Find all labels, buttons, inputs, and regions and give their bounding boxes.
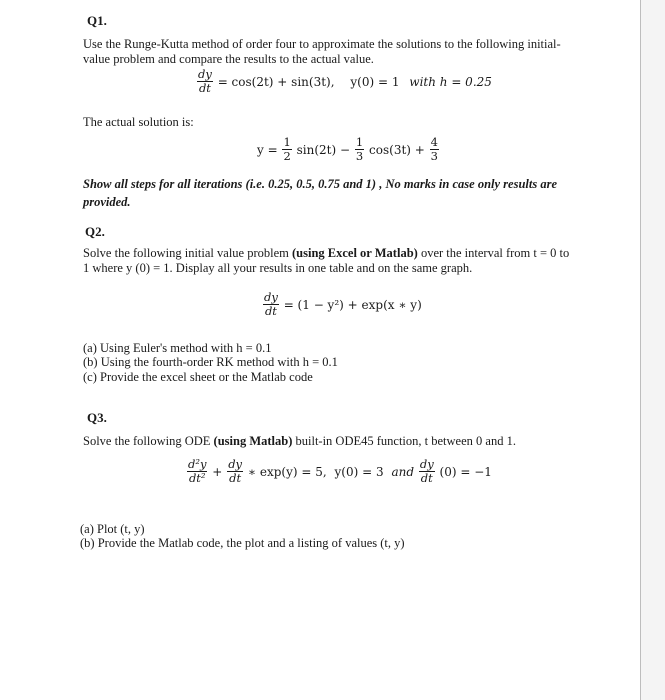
q2-text1-a: Solve the following initial value problem [83, 246, 289, 260]
q2-ode-equation [262, 291, 422, 318]
q1-dydt-fraction: $\frac{dy}{dt}$ [198, 67, 212, 95]
q3-text-a: Solve the following ODE [83, 434, 211, 448]
q1-sol-y: y = [257, 142, 278, 157]
q3-text-line [83, 434, 516, 449]
q3-dydt-fraction-2: $\frac{dy}{dt}$ [419, 457, 434, 485]
q1-intro-line2: value problem and compare the results to the actual value. [83, 52, 374, 66]
q1-sol-frac-2: $\frac{1}{3}$ [355, 135, 364, 163]
q3-text-bold: (using Matlab) [213, 434, 293, 448]
q1-actual-label: The actual solution is: [83, 115, 194, 129]
q1-initial-condition: y(0) = 1 [350, 74, 400, 89]
q1-sol-frac-1: $\frac{1}{2}$ [283, 135, 291, 163]
q2-item-a: (a) Using Euler's method with h = 0.1 [83, 341, 272, 355]
q3-initial-derivative: (0) = −1 [439, 464, 492, 479]
q1-sol-frac-3: $\frac{4}{3}$ [430, 135, 438, 163]
q3-ode-equation [186, 458, 492, 485]
q2-text-line2: 1 where y (0) = 1. Display all your results in one table and on the same graph. [83, 261, 473, 275]
q3-plus: + [212, 464, 223, 479]
q1-ode-equation [196, 68, 492, 95]
page-edge-background [641, 0, 665, 700]
q2-item-b: (b) Using the fourth-order RK method with h = 0.1 [83, 355, 338, 369]
q1-note-line1: Show all steps for all iterations (i.e. 0.25, 0.5, 0.75 and 1) , No marks in case only results are [83, 177, 557, 191]
q3-heading: Q3. [87, 410, 107, 425]
q3-initial-y: y(0) = 3 [334, 464, 384, 479]
q3-dydt-fraction: $\frac{dy}{dt}$ [228, 457, 243, 485]
q3-item-b: (b) Provide the Matlab code, the plot and a listing of values (t, y) [80, 536, 405, 550]
q3-item-a: (a) Plot (t, y) [80, 522, 145, 536]
q2-text1-bold: (using Excel or Matlab) [292, 246, 418, 260]
q3-text-c: built-in ODE45 function, t between 0 and 1. [295, 434, 516, 448]
q1-sol-term-1: sin(2t) − [296, 142, 351, 157]
q1-ode-rhs: = cos(2t) + sin(3t), [217, 74, 335, 89]
q1-note-line2: provided. [83, 195, 131, 209]
q1-step-size: with h = 0.25 [409, 74, 492, 89]
q2-dydt-fraction: $\frac{dy}{dt}$ [264, 290, 278, 318]
q1-actual-solution [257, 136, 440, 163]
q3-d2ydt2-fraction: $\frac{\text{d²y}}{\text{dt²}}$ [188, 457, 207, 485]
q3-and: and [391, 464, 415, 479]
q2-item-c: (c) Provide the excel sheet or the Matlab code [83, 370, 313, 384]
q1-heading: Q1. [87, 13, 107, 28]
q1-intro-line1: Use the Runge-Kutta method of order four to approximate the solutions to the following initial- [83, 37, 561, 51]
q2-ode-rhs: = (1 − y²) + exp(x ∗ y) [283, 297, 422, 312]
q1-sol-term-2: cos(3t) + [369, 142, 425, 157]
q3-ode-mid: ∗ exp(y) = 5, [247, 464, 327, 479]
q2-text1-c: over the interval from t = 0 to [420, 246, 570, 260]
q2-text-line1 [83, 246, 569, 261]
q2-heading: Q2. [85, 224, 105, 239]
